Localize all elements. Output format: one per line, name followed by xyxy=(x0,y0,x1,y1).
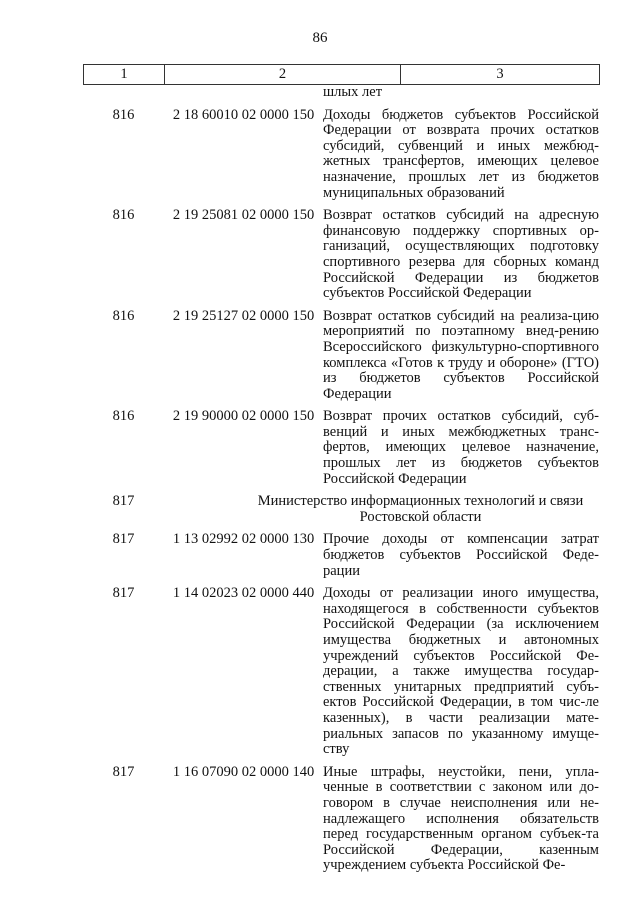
income-description-cell: Доходы от реализации иного имущества, находящегося в собственности субъектов Российской Федерации (за исключением имущества бюджетных и автономных учреждений субъектов Российской Фе-дерации, а также имущества государ-ственных унитарных предприятий субъ-ектов Российской Федерации, в том чис-ле казенных), в части реализации мате-риальных запасов по указанному имуще-ству xyxy=(323,585,599,758)
budget-code-cell xyxy=(164,85,323,101)
budget-code-cell: 1 13 02992 02 0000 130 xyxy=(172,531,315,548)
table-row xyxy=(83,108,600,202)
table-row xyxy=(83,208,600,302)
budget-code-cell: 2 19 90000 02 0000 150 xyxy=(172,408,315,425)
admin-code-cell: 816 xyxy=(112,106,135,123)
income-description-cell: Возврат остатков субсидий на реализа-цию мероприятий по поэтапному внед-рению Всероссийского физкультурно-спортивного комплекса «Готов к труду и обороне» (ГТО) из бюджетов субъектов Российской Федерации xyxy=(323,307,599,402)
table-row xyxy=(83,765,600,874)
admin-code-cell: 817 xyxy=(112,531,135,548)
table-column-header xyxy=(83,64,600,85)
table-row xyxy=(83,85,600,101)
column-header-3: 3 xyxy=(496,66,504,82)
budget-code-cell: 1 14 02023 02 0000 440 xyxy=(172,585,315,602)
admin-code-cell xyxy=(83,85,164,101)
table-row xyxy=(83,309,600,403)
section-title-cell: Министерство информационных технологий и связи Ростовской области xyxy=(257,493,584,525)
table-body xyxy=(83,85,600,874)
income-description-cell: Возврат остатков субсидий на адресную финансовую поддержку спортивных ор-ганизаций, осуществляющих подготовку спортивного резерва для сборных команд Российской Федерации из бюджетов субъектов Российской Федерации xyxy=(323,207,599,302)
table-row xyxy=(83,586,600,758)
table-row xyxy=(83,494,600,525)
admin-code-cell: 816 xyxy=(112,207,135,224)
income-description-cell: Прочие доходы от компенсации затрат бюджетов субъектов Российской Феде-рации xyxy=(323,531,599,579)
admin-code-cell: 816 xyxy=(112,408,135,425)
income-description-cell: Возврат прочих остатков субсидий, суб-венций и иных межбюджетных транс-фертов, имеющих целевое назначение, прошлых лет из бюджетов субъектов Российской Федерации xyxy=(323,408,599,487)
admin-code-cell: 816 xyxy=(112,307,135,324)
budget-code-cell: 2 18 60010 02 0000 150 xyxy=(172,106,315,123)
column-header-1: 1 xyxy=(84,65,165,84)
table-row xyxy=(83,409,600,487)
income-description-cell: шлых лет xyxy=(323,84,383,100)
budget-code-cell: 2 19 25127 02 0000 150 xyxy=(172,307,315,324)
income-description-cell: Доходы бюджетов субъектов Российской Федерации от возврата прочих остатков субсидий, субвенций и иных межбюд-жетных трансфертов, имеющих целевое назначение, прошлых лет из бюджетов муниципальных образований xyxy=(323,106,599,201)
admin-code-cell: 817 xyxy=(112,585,135,602)
income-description-cell: Иные штрафы, неустойки, пени, упла-ченные в соответствии с законом или до-говором в случае неисполнения или не-надлежащего исполнения обязательств перед государственным органом субъек-та Российской Федерации, казенным учреждением субъекта Российской Фе- xyxy=(323,763,599,874)
budget-code-cell: 1 16 07090 02 0000 140 xyxy=(172,763,315,780)
budget-code-cell: 2 19 25081 02 0000 150 xyxy=(172,207,315,224)
column-header-2: 2 xyxy=(165,65,401,84)
table-row xyxy=(83,532,600,579)
admin-code-cell: 817 xyxy=(112,763,135,780)
page-number: 86 xyxy=(312,30,328,46)
admin-code-cell: 817 xyxy=(112,493,135,510)
